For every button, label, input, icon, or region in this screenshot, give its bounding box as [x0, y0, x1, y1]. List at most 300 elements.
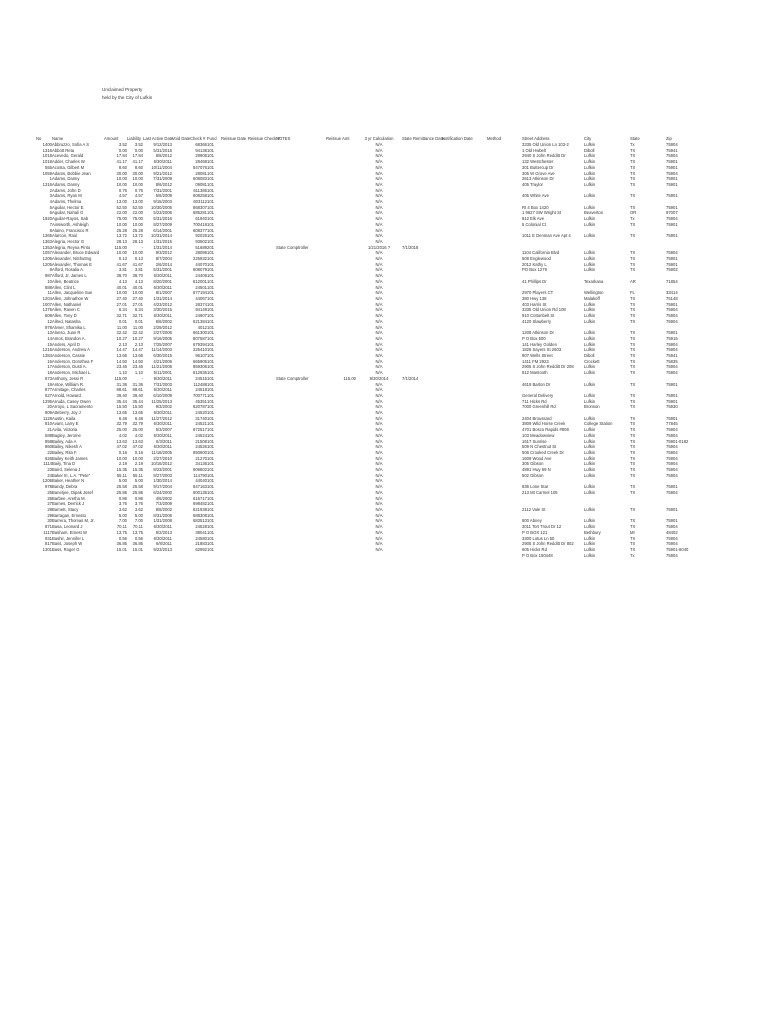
cell-check-number: 24520 [195, 410, 207, 416]
cell-check-number: 621938 [193, 507, 207, 512]
column-header-reissue-date: Reissue Date [221, 135, 247, 141]
cell-fund [207, 553, 221, 559]
cell-zip: 97007 [666, 210, 678, 216]
cell-fund: 101 [207, 427, 214, 433]
cell-amount: 0.76 [118, 187, 127, 193]
cell-street-address: 141 Harley Golden [522, 341, 557, 347]
cell-liability: 10.00 [132, 250, 143, 256]
cell-reissue-amt: 115.00 [343, 375, 356, 381]
cell-street-address: 405 White Ave [522, 193, 549, 199]
cell-street-address: P O Box 150448 [522, 552, 553, 558]
cell-amount: 52.50 [116, 204, 127, 210]
cell-name: Bass, Joseph W [52, 541, 83, 547]
cell-street-address: 1411 FM 2923 [522, 358, 549, 364]
cell-last-active-date: 9/12/2013 [153, 142, 172, 147]
cell-state: TX [630, 404, 636, 410]
cell-amount: 5.00 [118, 512, 127, 518]
cell-name: Alford, Rosalia A. [52, 267, 85, 273]
cell-fund: 101 [207, 381, 214, 387]
cell-fund: 101 [207, 250, 214, 256]
cell-city: Lufkin [584, 370, 596, 376]
cell-state: TX [630, 147, 636, 153]
cell-liability: 11.00 [132, 324, 143, 330]
cell-no: 877 [45, 387, 52, 393]
cell-three-yr-calc: N/A [375, 318, 383, 324]
cell-three-yr-calc: N/A [375, 387, 383, 393]
cell-three-yr-calc: N/A [375, 364, 383, 370]
cell-no: 626 [45, 455, 52, 461]
cell-fund: 101 [207, 415, 214, 421]
cell-zip: 75901-6040 [666, 546, 689, 552]
cell-amount: 41.17 [116, 159, 127, 165]
cell-no: 5 [49, 204, 52, 210]
column-header-city: City [584, 135, 592, 141]
cell-city: Lufkin [584, 546, 596, 552]
cell-fund: 101 [207, 449, 214, 455]
cell-zip: 75941 [666, 353, 678, 359]
cell-city: Lufkin [584, 159, 596, 165]
cell-check-number: 698482 [193, 501, 207, 507]
cell-fund: 101 [207, 541, 214, 547]
cell-zip: 75904 [666, 153, 678, 159]
cell-state: TX [630, 489, 636, 495]
cell-three-yr-calc: N/A [375, 512, 383, 518]
cell-fund: 101 [207, 193, 214, 199]
cell-liability: 15.01 [132, 546, 143, 552]
cell-three-yr-calc: N/A [375, 142, 383, 147]
cell-fund: 101 [207, 410, 214, 416]
cell-street-address: 812 Elk Ave [522, 216, 545, 222]
cell-amount: 14.50 [116, 358, 127, 364]
cell-city: Lufkin [584, 330, 596, 336]
cell-last-active-date: 5/31/2001 [153, 267, 172, 273]
cell-state: TX [630, 193, 636, 199]
cell-zip: 75901 [666, 392, 678, 398]
cell-last-active-date: 5/11/2001 [153, 370, 172, 376]
cell-city: Texarkana [584, 278, 604, 284]
cell-amount [104, 553, 127, 559]
cell-state: TX [630, 347, 636, 353]
cell-three-yr-calc: N/A [375, 484, 383, 490]
cell-last-active-date: 10/16/2012 [151, 461, 172, 467]
cell-three-yr-calc: N/A [375, 295, 383, 301]
cell-check-number: 68366 [195, 142, 207, 147]
cell-name: Allen, Clint L [52, 284, 76, 290]
cell-state: TX [630, 398, 636, 404]
cell-three-yr-calc: N/A [375, 147, 383, 153]
cell-city: Lufkin [584, 455, 596, 461]
cell-liability: 88.61 [132, 387, 143, 393]
cell-amount: 3.52 [118, 142, 127, 147]
cell-check-number: 677194 [193, 290, 207, 296]
cell-street-address: 213 Mt Carmel 105 [522, 489, 558, 495]
cell-check-number: 94138 [195, 147, 207, 153]
cell-zip: 75904 [666, 489, 678, 495]
cell-last-active-date: 9/30/2011 [153, 375, 172, 381]
cell-no: 3 [49, 193, 52, 199]
cell-street-address: 103 Meadowview [522, 432, 555, 438]
cell-last-active-date: 10/31/2014 [151, 233, 172, 239]
cell-check-number: 24907 [195, 313, 207, 319]
cell-liability: 13.75 [132, 529, 143, 535]
cell-amount: 4.13 [118, 278, 127, 284]
cell-last-active-date: 10/30/2005 [151, 204, 172, 210]
cell-state: TX [630, 301, 636, 307]
cell-amount: 115.00 [114, 375, 127, 381]
cell-amount: 22.00 [116, 210, 127, 216]
cell-amount: 0.01 [118, 318, 127, 324]
cell-name: Atteberry, Joy J [52, 410, 81, 416]
cell-street-address: 3335 Old Union Ln 103-2 [522, 142, 569, 147]
cell-street-address: 812 Mantooth [522, 370, 548, 376]
cell-three-yr-calc: N/A [375, 449, 383, 455]
cell-three-yr-calc: N/A [375, 284, 383, 290]
cell-liability: 55.11 [132, 472, 143, 478]
cell-street-address: 405 Traylor [522, 181, 543, 187]
cell-no: 888 [45, 284, 52, 290]
cell-liability: 0.56 [134, 535, 143, 541]
cell-street-address: 2112 Vale St [522, 507, 546, 512]
cell-amount: 25.00 [116, 427, 127, 433]
cell-no: 20 [47, 404, 52, 410]
cell-last-active-date: 11/21/2005 [151, 364, 172, 370]
cell-last-active-date: 2/27/2006 [153, 330, 172, 336]
cell-last-active-date: 1/31/2014 [153, 244, 172, 250]
cell-check-number: 28086 [195, 250, 207, 256]
cell-state: TX [630, 267, 636, 273]
cell-check-number: 612001 [193, 278, 207, 284]
cell-zip: 75901 [666, 164, 678, 170]
cell-check-number: 847163 [193, 484, 207, 490]
cell-last-active-date: 8/8/2012 [155, 153, 172, 159]
cell-liability: 4.13 [134, 278, 143, 284]
cell-amount: 13.75 [116, 529, 127, 535]
cell-liability: - [141, 244, 143, 250]
cell-liability: 39.40 [132, 392, 143, 398]
cell-zip: 75901 [666, 193, 678, 199]
cell-no: 817 [45, 541, 52, 547]
cell-street-address: 508 Englewood [522, 256, 551, 262]
cell-no: 1204 [42, 295, 52, 301]
cell-liability: 6.48 [134, 415, 143, 421]
cell-three-yr-calc: N/A [375, 415, 383, 421]
cell-last-active-date: 6/30/2011 [153, 313, 172, 319]
cell-zip: 75904 [666, 313, 678, 319]
cell-state: TX [630, 421, 636, 427]
cell-name: Adder, Charles W [52, 159, 85, 165]
column-header-void-date: Void Date [172, 135, 191, 141]
cell-state: TX [630, 261, 636, 267]
cell-state: TX [630, 335, 636, 341]
cell-amount: 115.00 [114, 244, 127, 250]
cell-zip: 75904 [666, 427, 678, 433]
cell-name: Alonso, Juan R [52, 330, 81, 336]
column-header-zip: Zip [666, 135, 672, 141]
cell-city: Beaverton [584, 210, 604, 216]
cell-no: 1301 [42, 546, 52, 552]
cell-zip: 75904 [666, 432, 678, 438]
cell-city: Diboll [584, 147, 595, 153]
cell-street-address: 4619 Barton Dr [522, 381, 551, 387]
cell-city: Lufkin [584, 267, 596, 273]
cell-amount: 32.71 [116, 313, 127, 319]
cell-amount: 10.00 [116, 250, 127, 256]
cell-three-yr-calc: N/A [375, 546, 383, 552]
cell-zip: 75904 [666, 535, 678, 541]
cell-check-number: 606802 [193, 467, 207, 473]
cell-city: Lufkin [584, 535, 596, 541]
cell-city: Lufkin [584, 432, 596, 438]
cell-street-address: 800 Abney [522, 518, 542, 524]
cell-three-yr-calc: N/A [375, 404, 383, 410]
cell-name: Allen, Jacqueline Sue [52, 290, 93, 296]
cell-name: Adams, Danny [52, 176, 80, 182]
cell-no: 871 [45, 524, 52, 530]
cell-notification-date [442, 553, 487, 559]
cell-last-active-date: 11/14/2003 [151, 347, 172, 353]
cell-no: 1007 [42, 301, 52, 307]
cell-liability: 10.00 [132, 290, 143, 296]
cell-zip: 75901-0182 [666, 438, 689, 444]
cell-state-remittance-date [402, 553, 442, 559]
cell-check-number: 683513 [193, 518, 207, 524]
cell-fund: 101 [207, 438, 214, 444]
cell-last-active-date: 1/31/2014 [153, 295, 172, 301]
cell-three-yr-calc: N/A [375, 273, 383, 279]
cell-fund: 101 [207, 221, 214, 227]
cell-last-active-date: 6/30/2011 [153, 273, 172, 279]
cell-liability: - [141, 375, 143, 381]
cell-no: 29 [47, 512, 52, 518]
cell-city: Lufkin [584, 261, 596, 267]
cell-check-number: 611385 [193, 187, 207, 193]
cell-three-yr-calc: N/A [375, 278, 383, 284]
cell-zip: 75904 [666, 216, 678, 222]
cell-fund: 101 [207, 398, 214, 404]
cell-liability: 10.00 [132, 181, 143, 187]
cell-city: College Station [584, 421, 613, 427]
cell-name: Allred, Natasha [52, 318, 81, 324]
cell-state: TX [630, 535, 636, 541]
cell-check-number: 31740 [195, 415, 207, 421]
cell-check-number: 28906 [195, 153, 207, 159]
cell-last-active-date: 7/31/2003 [153, 381, 172, 387]
cell-three-yr-calc: N/A [375, 398, 383, 404]
cell-no: 1114 [43, 461, 52, 467]
cell-three-yr-calc: N/A [375, 444, 383, 450]
cell-street-address: 4891 Hwy 69 N [522, 467, 551, 473]
cell-amount: 25.28 [116, 227, 127, 233]
cell-city: Lufkin [584, 250, 596, 256]
cell-name: Allen, Raven C [52, 307, 80, 313]
cell-fund: 101 [207, 512, 214, 518]
cell-name: Baily, Tina D [52, 461, 76, 467]
cell-no: 13 [47, 330, 52, 336]
cell-last-active-date: 8/6/2012 [155, 181, 172, 187]
cell-name: Bailey Keith James [52, 455, 88, 461]
cell-city: Lufkin [584, 164, 596, 170]
cell-amount: 31.36 [116, 381, 127, 387]
cell-fund: 101 [207, 370, 214, 376]
cell-check-number: 615717 [193, 495, 207, 501]
column-header-reissue-check: Reissue Check # [248, 135, 280, 141]
cell-zip: 75904 [666, 250, 678, 256]
cell-amount: 27.40 [116, 295, 127, 301]
cell-check-number: 665905 [193, 358, 207, 364]
cell-three-yr-calc: N/A [375, 170, 383, 176]
cell-check-number: 24524 [195, 432, 207, 438]
cell-amount: 4.02 [118, 432, 127, 438]
cell-name: Barbee, Aretha M. [52, 495, 86, 501]
cell-street-address: PO Box 1279 [522, 267, 547, 273]
cell-fund: 101 [207, 204, 214, 210]
cell-reissue-date [221, 553, 248, 559]
cell-last-active-date: 5/6/2009 [155, 193, 172, 199]
cell-check-number: 62992 [195, 546, 207, 552]
cell-last-active-date: 9/16/2005 [153, 335, 172, 341]
cell-zip: 75930 [666, 404, 678, 410]
cell-no: 987 [45, 273, 52, 279]
cell-name: Baker, Heather N [52, 478, 85, 484]
cell-name: Barrera, Thomas M, Jr. [52, 518, 95, 524]
cell-liability: 13.72 [132, 233, 143, 239]
cell-name: Alamo, Francisco R [52, 227, 89, 233]
cell-state: TX [630, 438, 636, 444]
cell-fund: 101 [207, 176, 214, 182]
cell-no: 16 [47, 358, 52, 364]
cell-fund: 101 [207, 529, 214, 535]
cell-three-yr-calc: 1/21/2016 ? [367, 244, 391, 250]
column-header-notes: NOTES [276, 135, 291, 141]
cell-name: Alexander, NiShuttng [52, 256, 92, 262]
cell-check-number: 700771 [193, 392, 207, 398]
cell-three-yr-calc: N/A [375, 153, 383, 159]
cell-amount: 39.40 [116, 392, 127, 398]
cell-name: Alegria, Hector G [52, 238, 85, 244]
cell-amount: 36.85 [116, 541, 127, 547]
cell-city: Lufkin [584, 313, 596, 319]
cell-state: TX [630, 461, 636, 467]
cell-state: TX [630, 427, 636, 433]
cell-no: 10 [47, 278, 52, 284]
cell-state: TX [630, 170, 636, 176]
cell-no: 1365 [42, 233, 52, 239]
cell-three-yr-calc: N/A [375, 181, 383, 187]
cell-name: Alvner, Shamika L [52, 324, 86, 330]
cell-last-active-date: 6/30/2011 [153, 159, 172, 165]
column-header-state: State [630, 135, 640, 141]
cell-liability: 70.11 [132, 524, 143, 530]
cell-last-active-date: 9/15/2003 [153, 199, 172, 205]
cell-check-number: 51689 [195, 244, 207, 250]
cell-city: Lufkin [584, 216, 596, 222]
cell-three-yr-calc: N/A [375, 489, 383, 495]
cell-name: Adams, John D [52, 187, 81, 193]
cell-amount: 14.47 [116, 347, 127, 353]
cell-three-yr-calc: N/A [375, 227, 383, 233]
cell-street-address: 4120 Slawberry [522, 318, 552, 324]
cell-check-number: 24515 [195, 375, 207, 381]
cell-no: 28 [47, 507, 52, 512]
cell-zip: 75901 [666, 256, 678, 262]
cell-three-yr-calc: N/A [375, 410, 383, 416]
cell-liability: 32.79 [132, 421, 143, 427]
cell-check-number: 21270 [195, 455, 207, 461]
cell-name: Alegria, Reyna Pinto [52, 244, 91, 250]
cell-last-active-date: 6/30/2011 [153, 284, 172, 290]
cell-city: Lufkin [584, 341, 596, 347]
cell-liability: 52.50 [132, 204, 143, 210]
cell-state: TX [630, 153, 636, 159]
cell-amount: 10.00 [116, 181, 127, 187]
cell-check-number: 38041 [195, 529, 207, 535]
cell-city: Malakoff [584, 295, 600, 301]
cell-liability [127, 553, 143, 559]
cell-street-address: 1104 California Blvd [522, 250, 560, 256]
cell-check-number: 859306 [193, 364, 207, 370]
cell-fund: 101 [207, 347, 214, 353]
cell-zip: 75941 [666, 147, 678, 153]
cell-street-address: 2940 S John Redditt Dr [522, 153, 566, 159]
cell-state: TX [630, 159, 636, 165]
cell-check-number: 679394 [193, 341, 207, 347]
cell-fund: 101 [207, 181, 214, 187]
column-header-amount: Amount [104, 135, 119, 141]
unclaimed-property-table [36, 135, 696, 558]
cell-last-active-date: 1/31/2015 [153, 238, 172, 244]
cell-no: 25 [47, 489, 52, 495]
cell-name: Antoe, William R. [52, 381, 85, 387]
cell-street-address: 509 N Chestnut St [522, 444, 557, 450]
cell-amount: 3.81 [118, 267, 127, 273]
cell-liability: 0.13 [134, 256, 143, 262]
cell-three-yr-calc: N/A [375, 216, 383, 222]
cell-fund: 101 [207, 392, 214, 398]
cell-check-number: 44040 [195, 478, 207, 484]
cell-city: Lufkin [584, 507, 596, 512]
cell-check-number: 850600 [193, 449, 207, 455]
cell-no: 1057 [42, 250, 52, 256]
cell-last-active-date: 9/2/2013 [155, 529, 172, 535]
cell-name: Allen, Johnathon W [52, 295, 89, 301]
cell-fund: 101 [207, 387, 214, 393]
column-header-liability: Liability [127, 135, 141, 141]
cell-state: TX [630, 392, 636, 398]
cell-last-active-date: 6/3/2011 [156, 438, 172, 444]
cell-city: Lufkin [584, 461, 596, 467]
cell-three-yr-calc: N/A [375, 495, 383, 501]
cell-street-address: 7000 Greenhill Rd [522, 404, 556, 410]
cell-street-address: 3809 Wild Horse Creek [522, 421, 566, 427]
cell-check-number: 34136 [195, 461, 207, 467]
cell-zip: 75904 [666, 341, 678, 347]
cell-amount: 10.00 [116, 176, 127, 182]
cell-check-number: 685281 [193, 210, 207, 216]
cell-fund: 101 [207, 256, 214, 262]
cell-zip: 75901 [666, 204, 678, 210]
cell-name: Baird, Selena J [52, 467, 81, 473]
cell-city: Lufkin [584, 392, 596, 398]
cell-state: TX [630, 370, 636, 376]
cell-city: Wellington [584, 290, 604, 296]
cell-no: 588 [45, 432, 52, 438]
cell-no [36, 553, 52, 559]
cell-amount: 13.00 [116, 199, 127, 205]
cell-last-active-date: 8/23/2001 [153, 467, 172, 473]
cell-three-yr-calc: N/A [375, 313, 383, 319]
cell-liability: 13.65 [132, 410, 143, 416]
cell-name: Basham, Ernest W [52, 529, 87, 535]
